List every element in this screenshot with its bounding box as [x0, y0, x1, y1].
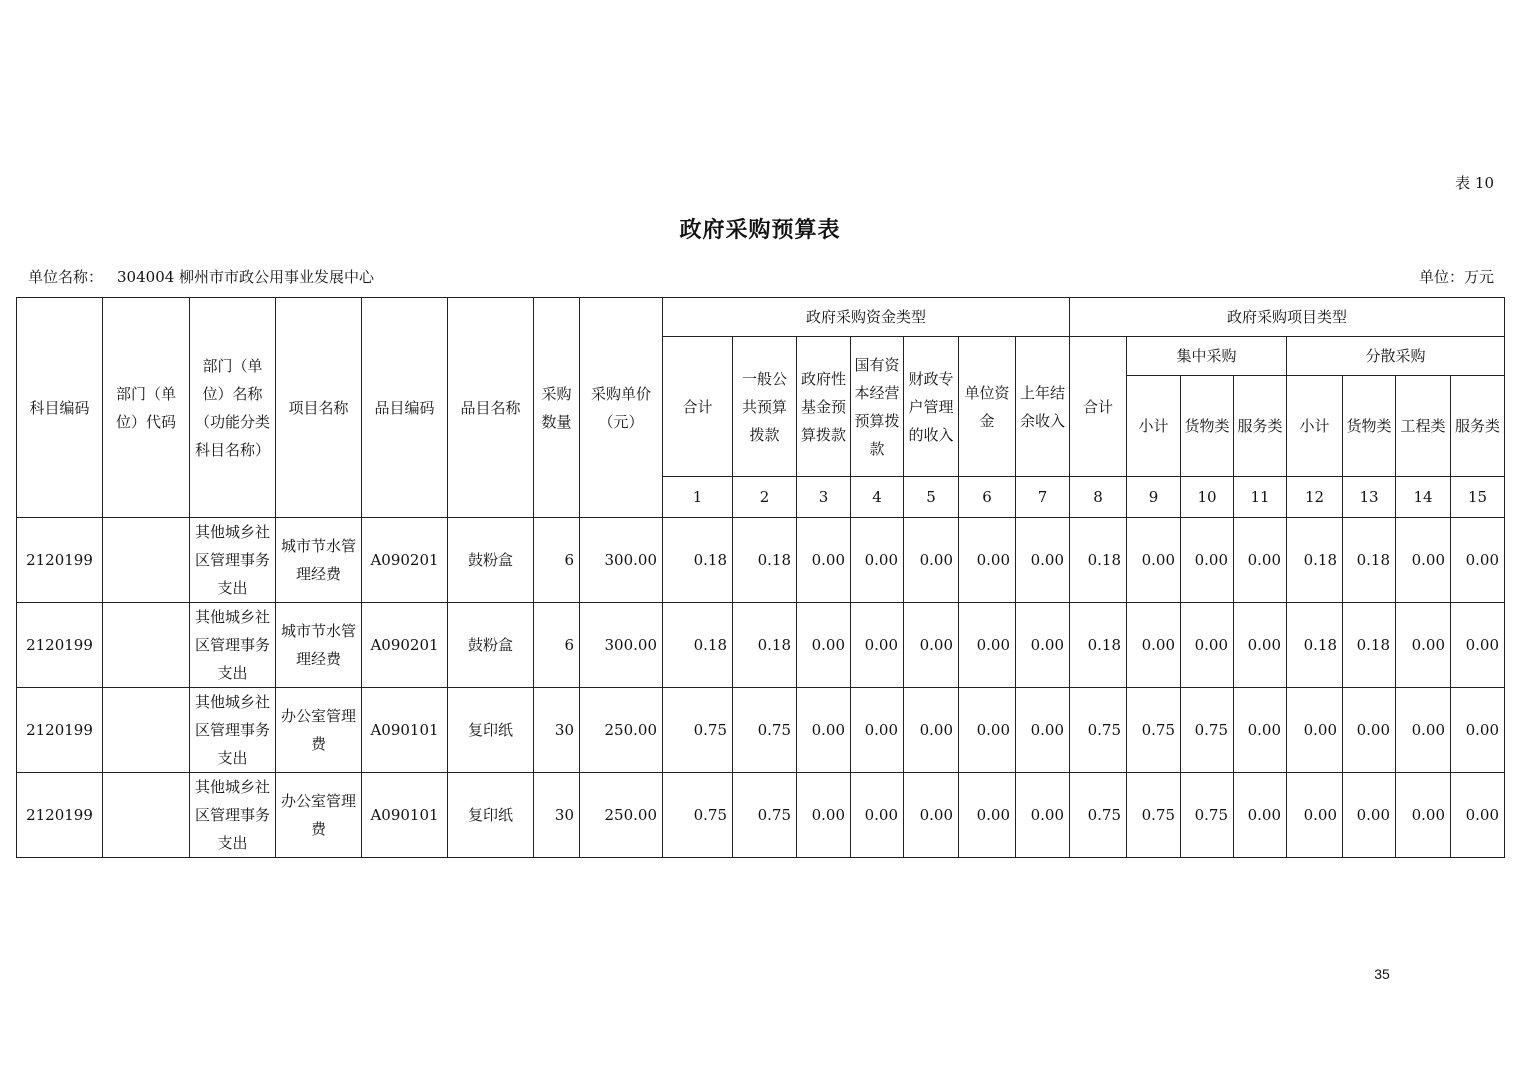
cell-subject-code: 2120199 — [17, 518, 103, 603]
cell-project-name: 城市节水管理经费 — [276, 603, 362, 688]
cell-amount: 0.00 — [1181, 518, 1234, 603]
cell-amount: 0.00 — [959, 773, 1016, 858]
cell-amount: 0.00 — [1181, 603, 1234, 688]
cell-amount: 0.18 — [1070, 603, 1127, 688]
cell-project-name: 城市节水管理经费 — [276, 518, 362, 603]
header-quantity: 采购数量 — [534, 298, 580, 518]
unit-name-value: 304004 柳州市市政公用事业发展中心 — [117, 268, 375, 286]
header-prev-balance: 上年结余收入 — [1016, 337, 1070, 477]
header-item-name: 品目名称 — [448, 298, 534, 518]
column-number: 9 — [1127, 477, 1181, 518]
table-number: 表 10 — [1455, 174, 1494, 192]
cell-subject-code: 2120199 — [17, 688, 103, 773]
cell-amount: 0.75 — [663, 773, 733, 858]
cell-item-name: 复印纸 — [448, 688, 534, 773]
cell-amount: 0.00 — [1287, 688, 1343, 773]
column-number: 2 — [733, 477, 797, 518]
cell-subject-code: 2120199 — [17, 603, 103, 688]
header-general-budget: 一般公共预算拨款 — [733, 337, 797, 477]
cell-amount: 0.00 — [1234, 603, 1287, 688]
cell-amount: 0.00 — [797, 773, 851, 858]
unit-name-line — [28, 266, 374, 287]
cell-amount: 0.00 — [959, 688, 1016, 773]
header-centralized: 集中采购 — [1127, 337, 1287, 376]
column-number: 8 — [1070, 477, 1127, 518]
cell-project-name: 办公室管理费 — [276, 688, 362, 773]
cell-amount: 0.75 — [663, 688, 733, 773]
column-number: 11 — [1234, 477, 1287, 518]
cell-amount: 0.00 — [851, 518, 904, 603]
cell-amount: 0.00 — [851, 603, 904, 688]
cell-project-name: 办公室管理费 — [276, 773, 362, 858]
cell-amount: 0.00 — [1016, 603, 1070, 688]
header-unit-fund: 单位资金 — [959, 337, 1016, 477]
cell-item-code: A090101 — [362, 773, 448, 858]
cell-amount: 0.00 — [1396, 688, 1451, 773]
header-proj-total: 合计 — [1070, 337, 1127, 477]
cell-dept-code — [103, 773, 190, 858]
cell-item-code: A090201 — [362, 603, 448, 688]
column-number: 4 — [851, 477, 904, 518]
cell-amount: 0.00 — [1234, 773, 1287, 858]
column-number: 14 — [1396, 477, 1451, 518]
cell-amount: 0.00 — [1016, 518, 1070, 603]
money-unit: 单位：万元 — [1418, 268, 1494, 286]
cell-quantity: 6 — [534, 518, 580, 603]
cell-amount: 0.00 — [1016, 688, 1070, 773]
cell-amount: 0.00 — [797, 688, 851, 773]
cell-amount: 0.75 — [1181, 688, 1234, 773]
header-unit-price: 采购单价（元） — [580, 298, 663, 518]
cell-amount: 0.18 — [1287, 518, 1343, 603]
table-row — [17, 688, 1505, 773]
header-c-goods: 货物类 — [1181, 376, 1234, 477]
cell-amount: 0.18 — [1343, 603, 1396, 688]
cell-dept-name: 其他城乡社区管理事务支出 — [190, 518, 276, 603]
cell-amount: 0.18 — [733, 603, 797, 688]
cell-amount: 0.00 — [797, 603, 851, 688]
header-d-services: 服务类 — [1451, 376, 1505, 477]
header-subject-code: 科目编码 — [17, 298, 103, 518]
cell-dept-name: 其他城乡社区管理事务支出 — [190, 603, 276, 688]
cell-amount: 0.00 — [1343, 688, 1396, 773]
header-fund-type-group: 政府采购资金类型 — [663, 298, 1070, 337]
cell-amount: 0.00 — [904, 688, 959, 773]
header-gov-fund: 政府性基金预算拨款 — [797, 337, 851, 477]
cell-quantity: 30 — [534, 773, 580, 858]
cell-amount: 0.00 — [904, 773, 959, 858]
column-number: 15 — [1451, 477, 1505, 518]
cell-unit-price: 250.00 — [580, 773, 663, 858]
cell-item-name: 鼓粉盒 — [448, 518, 534, 603]
cell-amount: 0.00 — [1451, 518, 1505, 603]
cell-item-code: A090101 — [362, 688, 448, 773]
header-dept-code: 部门（单位）代码 — [103, 298, 190, 518]
column-number: 6 — [959, 477, 1016, 518]
cell-subject-code: 2120199 — [17, 773, 103, 858]
header-project-name: 项目名称 — [276, 298, 362, 518]
cell-amount: 0.18 — [1070, 518, 1127, 603]
procurement-budget-table — [16, 297, 1505, 858]
cell-amount: 0.00 — [959, 518, 1016, 603]
cell-amount: 0.18 — [1287, 603, 1343, 688]
cell-amount: 0.00 — [1234, 688, 1287, 773]
cell-unit-price: 300.00 — [580, 518, 663, 603]
cell-amount: 0.00 — [1234, 518, 1287, 603]
cell-amount: 0.00 — [1451, 603, 1505, 688]
header-dept-name: 部门（单位）名称（功能分类科目名称） — [190, 298, 276, 518]
cell-amount: 0.18 — [663, 518, 733, 603]
table-row — [17, 603, 1505, 688]
cell-amount: 0.00 — [1396, 518, 1451, 603]
cell-amount: 0.00 — [1016, 773, 1070, 858]
header-item-code: 品目编码 — [362, 298, 448, 518]
cell-amount: 0.00 — [1343, 773, 1396, 858]
cell-dept-code — [103, 518, 190, 603]
header-c-services: 服务类 — [1234, 376, 1287, 477]
cell-unit-price: 300.00 — [580, 603, 663, 688]
header-d-works: 工程类 — [1396, 376, 1451, 477]
cell-item-name: 复印纸 — [448, 773, 534, 858]
cell-amount: 0.00 — [851, 688, 904, 773]
header-c-subtotal: 小计 — [1127, 376, 1181, 477]
cell-amount: 0.00 — [904, 603, 959, 688]
cell-amount: 0.00 — [1287, 773, 1343, 858]
cell-amount: 0.18 — [663, 603, 733, 688]
cell-amount: 0.18 — [1343, 518, 1396, 603]
column-number: 3 — [797, 477, 851, 518]
page-number: 35 — [1374, 966, 1390, 982]
table-row — [17, 773, 1505, 858]
unit-name-label: 单位名称： — [28, 268, 104, 286]
table-row — [17, 518, 1505, 603]
column-number: 5 — [904, 477, 959, 518]
cell-amount: 0.00 — [1396, 603, 1451, 688]
cell-amount: 0.00 — [1451, 773, 1505, 858]
cell-amount: 0.00 — [1127, 603, 1181, 688]
cell-unit-price: 250.00 — [580, 688, 663, 773]
table-body — [17, 518, 1505, 858]
cell-amount: 0.00 — [959, 603, 1016, 688]
cell-dept-code — [103, 603, 190, 688]
cell-quantity: 6 — [534, 603, 580, 688]
cell-quantity: 30 — [534, 688, 580, 773]
header-d-goods: 货物类 — [1343, 376, 1396, 477]
cell-dept-code — [103, 688, 190, 773]
cell-item-name: 鼓粉盒 — [448, 603, 534, 688]
header-decentralized: 分散采购 — [1287, 337, 1505, 376]
page-title: 政府采购预算表 — [679, 217, 841, 243]
cell-amount: 0.75 — [1070, 688, 1127, 773]
cell-amount: 0.00 — [1127, 518, 1181, 603]
cell-amount: 0.00 — [904, 518, 959, 603]
cell-amount: 0.75 — [1070, 773, 1127, 858]
column-number: 7 — [1016, 477, 1070, 518]
column-number: 13 — [1343, 477, 1396, 518]
cell-dept-name: 其他城乡社区管理事务支出 — [190, 773, 276, 858]
column-number: 12 — [1287, 477, 1343, 518]
cell-amount: 0.75 — [1127, 688, 1181, 773]
cell-amount: 0.75 — [733, 688, 797, 773]
cell-amount: 0.75 — [733, 773, 797, 858]
cell-dept-name: 其他城乡社区管理事务支出 — [190, 688, 276, 773]
cell-amount: 0.75 — [1127, 773, 1181, 858]
header-fiscal-special: 财政专户管理的收入 — [904, 337, 959, 477]
header-project-type-group: 政府采购项目类型 — [1070, 298, 1505, 337]
cell-amount: 0.00 — [797, 518, 851, 603]
cell-amount: 0.18 — [733, 518, 797, 603]
header-fund-total: 合计 — [663, 337, 733, 477]
header-state-capital: 国有资本经营预算拨款 — [851, 337, 904, 477]
column-number: 1 — [663, 477, 733, 518]
cell-amount: 0.00 — [1451, 688, 1505, 773]
header-d-subtotal: 小计 — [1287, 376, 1343, 477]
cell-amount: 0.75 — [1181, 773, 1234, 858]
cell-item-code: A090201 — [362, 518, 448, 603]
column-number: 10 — [1181, 477, 1234, 518]
cell-amount: 0.00 — [851, 773, 904, 858]
cell-amount: 0.00 — [1396, 773, 1451, 858]
